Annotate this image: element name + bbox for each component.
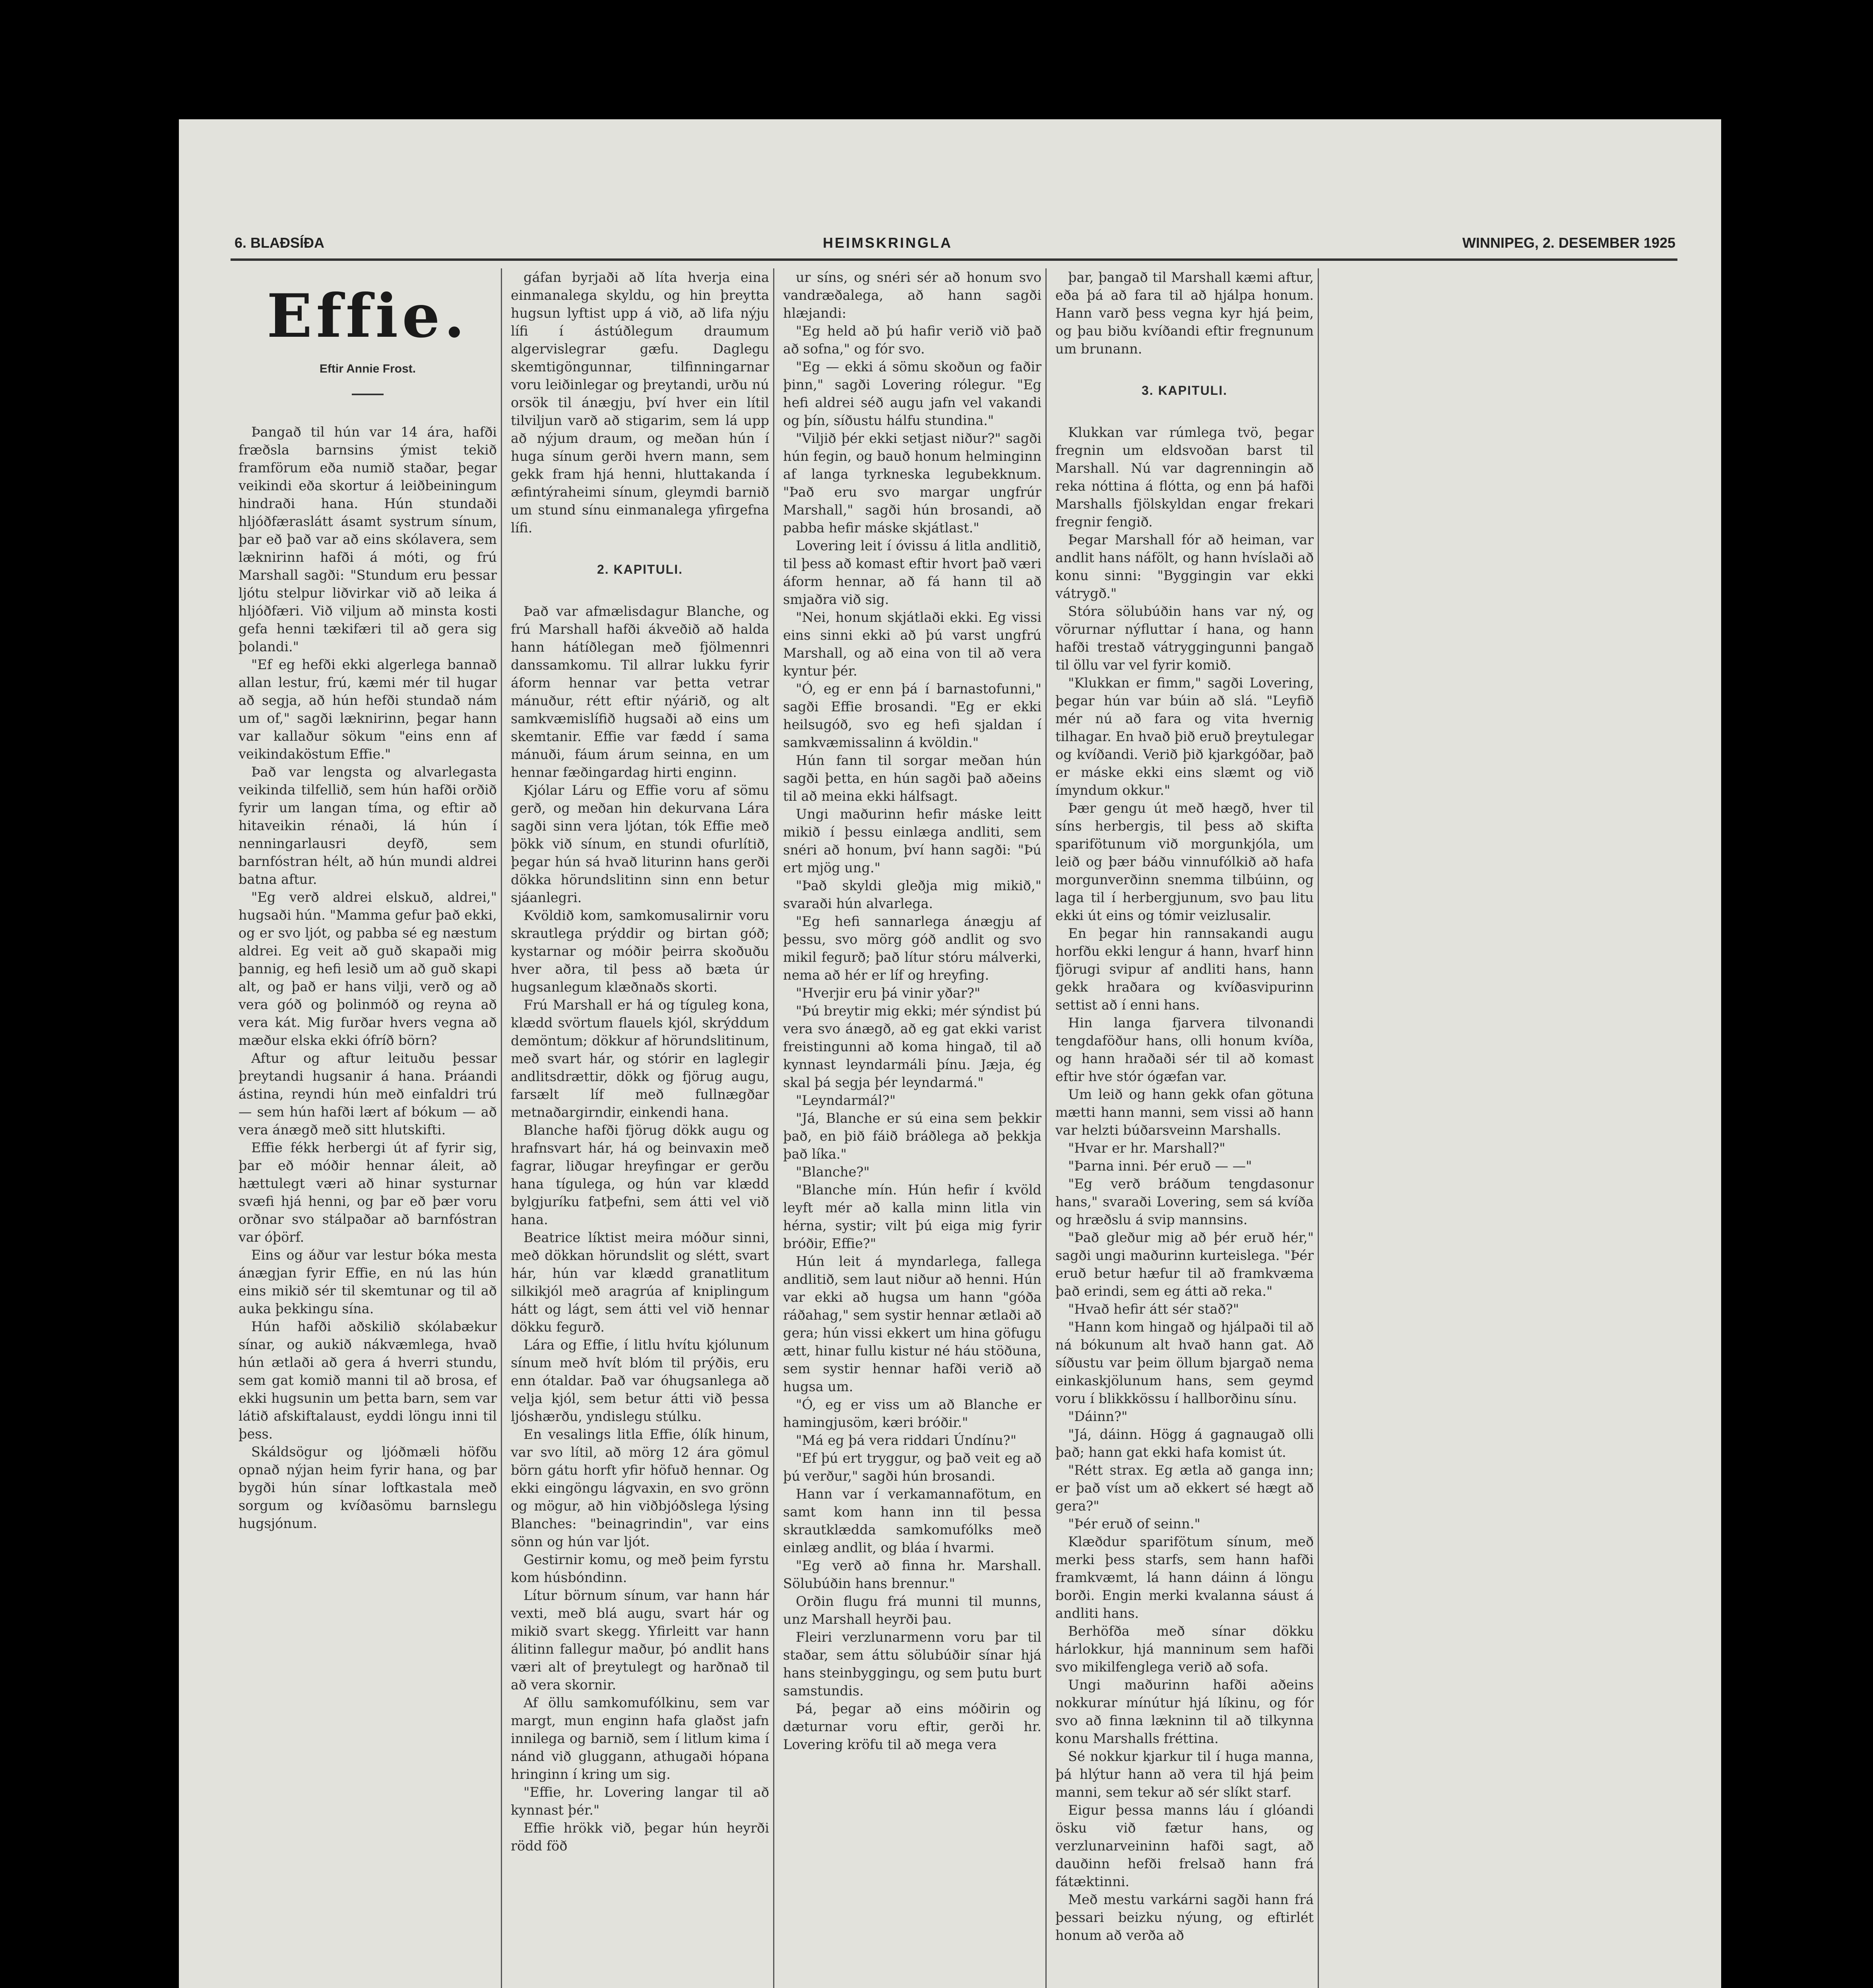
paragraph: gáfan byrjaði að líta hverja eina einmanalega skyldu, og hin þreytta hugsun lyftist upp á við, að lifa nýju lífi í ástúðlegum draumum algervislegrar gæfu. Daglegu skemtigöngunnar, tilfinningarnar voru leiðinlegar og þreytandi, urðu nú orsök til ánægju, því hver ein lítil tilviljun varð að stigarim, sem lá upp að nýjum draum, og meðan hún í huga sínum gerði hvern mann, sem gekk fram hjá henni, hluttakanda í æfintýraheimi sínum, gleymdi barnið um stund sínu einmanalega yfirgefna lífi. [511,270,769,536]
paragraph: Stóra sölubúðin hans var ný, og vörurnar nýfluttar í hana, og hann hafði trestað vátryggingunni þangað til öllu var vel fyrir komið. [1055,604,1314,673]
column-rule [501,268,502,1988]
paragraph: En vesalings litla Effie, ólík hinum, var svo lítil, að mörg 12 ára gömul börn gátu horft yfir höfuð hennar. Og ekki eingöngu lágvaxin, en svo grönn og mögur, að hin viðbjóðslega lýsing Blanches: "beinagrindin", var eins sönn og hún var ljót. [511,1427,769,1549]
paragraph: "Eg held að þú hafir verið við það að sofna," og fór svo. [783,323,1041,357]
paragraph: Blanche hafði fjörug dökk augu og hrafnsvart hár, há og beinvaxin með fagrar, liðugar hreyfingar er gerðu hana tígulega, og hún var klædd bylgjuríku fatþefni, sem átti vel við hana. [511,1122,769,1227]
paragraph: En þegar hin rannsakandi augu horfðu ekki lengur á hann, hvarf hinn fjörugi svipur af andliti hans, hann gekk hraðara og kvíðasvipurinn settist að í enni hans. [1055,926,1314,1013]
paragraph: Með mestu varkárni sagði hann frá þessari beizku nýung, og eftirlét honum að verða að [1055,1892,1314,1943]
paragraph: Hann var í verkamannafötum, en samt kom hann inn til þessa skrautklædda samkomufólks með einlæg andlit, og bláa í hvarmi. [783,1486,1041,1555]
paragraph: Kjólar Láru og Effie voru af sömu gerð, og meðan hin dekurvana Lára sagði sinn vera ljótan, tók Effie með þökk við sínum, en stundi ofurlítið, þegar hún sá hvað liturinn hans gerði dökka hörundslitinn sinn enn betur sjáanlegri. [511,782,769,905]
column-3 [783,268,1041,1988]
paragraph: "Já, Blanche er sú eina sem þekkir það, en þið fáið bráðlega að þekkja það líka." [783,1110,1041,1162]
page-header [179,119,1721,258]
byline: Eftir Annie Frost. [319,362,416,375]
paragraph: "Það gleður mig að þér eruð hér," sagði ungi maðurinn kurteislega. "Þér eruð betur hæfur til að framkvæma það erindi, sem eg átti að reka." [1055,1230,1314,1299]
paragraph: Fleiri verzlunarmenn voru þar til staðar, sem áttu sölubúðir sínar hjá hans steinbyggingu, og sem þutu burt samstundis. [783,1629,1041,1699]
paragraph: Eigur þessa manns láu í glóandi ösku við fætur hans, og verzlunarveininn hafði sagt, að dauðinn hefði frelsað hann frá fátæktinni. [1055,1802,1314,1889]
column-5-blank [1328,268,1586,1988]
paragraph: Hin langa fjarvera tilvonandi tengdaföður hans, olli honum kvíða, og hann hraðaði sér til að komast eftir hve stór ógæfan var. [1055,1015,1314,1084]
paragraph: "Dáinn?" [1068,1409,1128,1424]
paragraph: "Leyndarmál?" [796,1093,896,1108]
paragraph: "Hvar er hr. Marshall?" [1068,1140,1225,1156]
paragraph: "Blanche?" [796,1164,870,1180]
paragraph: "Ef þú ert tryggur, og það veit eg að þú verður," sagði hún brosandi. [783,1450,1041,1484]
column-rule [1318,268,1319,1988]
paragraph: þar, þangað til Marshall kæmi aftur, eða þá að fara til að hjálpa honum. Hann varð þess vegna kyr hjá þeim, og þau biðu kvíðandi eftir fregnunum um brunann. [1055,270,1314,357]
column-1 [238,268,497,1988]
paragraph: Klæðdur sparifötum sínum, með merki þess starfs, sem hann hafði framkvæmt, lá hann dáinn á löngu borði. Engin merki kvalanna sáust á andliti hans. [1055,1534,1314,1621]
paragraph: Þá, þegar að eins móðirin og dæturnar voru eftir, gerði hr. Lovering kröfu til að mega vera [783,1701,1041,1752]
story-title: Effie. [266,281,469,351]
paragraph: Beatrice líktist meira móður sinni, með dökkan hörundslit og slétt, svart hár, hún var klædd granatlitum silkikjól með aragrúa af kniplingum hátt og lágt, sem átti vel við hennar dökku fegurð. [511,1230,769,1335]
paragraph: Frú Marshall er há og tíguleg kona, klædd svörtum flauels kjól, skrýddum demöntum; dökkur af hörundslitinum, með svart hár, og stórir en laglegir andlitsdrættir, dökk og fjörug augu, farsælt líf með fullnægðar metnaðargirndir, einkendi hana. [511,997,769,1120]
masthead: HEIMSKRINGLA [823,235,952,251]
paragraph: Hún fann til sorgar meðan hún sagði þetta, en hún sagði það aðeins til að meina ekki hálfsagt. [783,753,1041,804]
paragraph: "Klukkan er fimm," sagði Lovering, þegar hún var búin að slá. "Leyfið mér nú að fara og vita hvernig tilhagar. En hvað þið eruð þreytulegar og kvíðandi. Verið þið kjarkgóðar, það er máske ekki eins slæmt og við ímyndum okkur." [1055,675,1314,798]
paragraph: "Eg hefi sannarlega ánægju af þessu, svo mörg góð andlit og svo mikil fegurð; það lítur stóru málverki, nema að hér er líf og hreyfing. [783,914,1041,983]
paragraph: Eins og áður var lestur bóka mesta ánægjan fyrir Effie, en nú las hún eins mikið sér til skemtunar og til að auka þekkingu sína. [238,1247,497,1316]
paragraph: "Eg verð aldrei elskuð, aldrei," hugsaði hún. "Mamma gefur það ekki, og er svo ljót, og pabba sé eg næstum aldrei. Eg veit að guð skapaði mig þannig, eg hefi lesið um að guð skapi alt, og það er hans vilji, verð og að vera góð og þolinmóð og reyna að vera kát. Mig furðar hvers vegna að mæður elska ekki ófríð börn? [238,889,497,1048]
paragraph: Gestirnir komu, og með þeim fyrstu kom húsbóndinn. [511,1552,769,1585]
paragraph: Hún hafði aðskilið skólabækur sínar, og aukið nákvæmlega, hvað hún ætlaði að gera á hverri stundu, sem gat komið manni til að brosa, ef ekki hugsunin um þetta barn, sem var látið afskiftalaust, eyddi löngu inni til þess. [238,1319,497,1442]
paragraph: Ungi maðurinn hefir máske leitt mikið í þessu einlæga andliti, sem snéri að honum, því hann sagði: "Þú ert mjög ung." [783,806,1041,876]
paragraph: Skáldsögur og ljóðmæli höfðu opnað nýjan heim fyrir hana, og þar bygði hún sínar loftkastala með sorgum og kvíðasömu barnslegu hugsjónum. [238,1444,497,1531]
paragraph: "Rétt strax. Eg ætla að ganga inn; er það víst um að ekkert sé hægt að gera?" [1055,1462,1314,1514]
paragraph: Það var afmælisdagur Blanche, og frú Marshall hafði ákveðið að halda hann hátíðlegan með fjölmennri danssamkomu. Til allrar lukku fyrir áform hennar var þetta vetrar mánuður, rétt eftir nýárið, og alt samkvæmislífið hugsaði að eins um skemtanir. Effie var fædd í sama mánuði, fáum árum seinna, en um hennar fæðingardag hirti enginn. [511,604,769,780]
paragraph: "Þarna inni. Þér eruð — —" [1068,1158,1252,1174]
page-number-label: 6. BLAÐSÍÐA [235,235,325,251]
chapter-heading: 3. KAPITULI. [1141,383,1227,398]
paragraph: Effie fékk herbergi út af fyrir sig, þar eð móðir hennar áleit, að hættulegt væri að hinar systurnar svæfi hjá henni, og þar eð þær voru orðnar svo stálpaðar að barnfóstran var óþörf. [238,1140,497,1245]
column-4 [1055,268,1314,1988]
newspaper-page [179,119,1721,1988]
paragraph: Hún leit á myndarlega, fallega andlitið, sem laut niður að henni. Hún var ekki að hugsa um hann "góða ráðahag," sem systir hennar ætlaði að gera; hún vissi ekkert um hina göfugu ætt, hinar fullu kistur né háu stöðuna, sem systir hennar hafði verið að hugsa um. [783,1254,1041,1394]
paragraph: "Effie, hr. Lovering langar til að kynnast þér." [511,1784,769,1818]
paragraph: "Eg — ekki á sömu skoðun og faðir þinn," sagði Lovering rólegur. "Eg hefi aldrei séð augu jafn vel vakandi og þín, síðustu hálfu stundina." [783,359,1041,428]
paragraph: Berhöfða með sínar dökku hárlokkur, hjá manninum sem hafði svo mikilfenglega verið að sofa. [1055,1623,1314,1675]
paragraph: Orðin flugu frá munni til munns, unz Marshall heyrði þau. [783,1594,1041,1627]
paragraph: Þær gengu út með hægð, hver til síns herbergis, til þess að skifta sparifötunum við morgunkjóla, um leið og þær báðu vinnufólkið að hafa morgunverðinn snemma tilbúinn, og laga til í herbergjunum, svo þau litu ekki út eins og tómir veizlusalir. [1055,800,1314,923]
paragraph: Klukkan var rúmlega tvö, þegar fregnin um eldsvoðan barst til Marshall. Nú var dagrenningin að reka nóttina á flótta, og enn þá hafði Marshalls fjölskyldan engar frekari fregnir fengið. [1055,425,1314,530]
paragraph: Lára og Effie, í litlu hvítu kjólunum sínum með hvít blóm til prýðis, eru enn ótaldar. Það var óhugsanlega að velja kjól, sem betur átti við þessa ljóshærðu, yndislegu stúlku. [511,1337,769,1424]
paragraph: Um leið og hann gekk ofan götuna mætti hann manni, sem vissi að hann var helzti búðarsveinn Marshalls. [1055,1087,1314,1138]
date-line: WINNIPEG, 2. DESEMBER 1925 [1462,235,1675,251]
paragraph: Þegar Marshall fór að heiman, var andlit hans náfölt, og hann hvíslaði að konu sinni: "Byggingin var ekki vátrygð." [1055,532,1314,601]
paragraph: Sé nokkur kjarkur til í huga manna, þá hlýtur hann að vera til hjá þeim manni, sem tekur að sér slíkt starf. [1055,1749,1314,1800]
paragraph: Ungi maðurinn hafði aðeins nokkurar mínútur hjá líkinu, og fór svo að finna lækninn til að tilkynna konu Marshalls fréttina. [1055,1677,1314,1746]
paragraph: Það var lengsta og alvarlegasta veikinda tilfellið, sem hún hafði orðið fyrir um langan tíma, og eftir að hitaveikin rénaði, lá hún í nenningarlausri deyfð, sem barnfóstran hélt, að hún mundi aldrei batna aftur. [238,764,497,887]
paragraph: Af öllu samkomufólkinu, sem var margt, mun enginn hafa glaðst jafn innilega og barnið, sem í litlum kima í nánd við gluggann, athugaði hópana hringinn í kring um sig. [511,1695,769,1782]
paragraph: Þangað til hún var 14 ára, hafði fræðsla barnsins ýmist tekið framförum eða numið staðar, þegar veikindi eða skortur á leiðbeiningum hindraði hana. Hún stundaði hljóðfæraslátt ásamt systrum sínum, þar eð það var að eins skólavera, sem læknirinn hafði á móti, og frú Marshall sagði: "Stundum eru þessar ljótu stelpur liðvirkar við að leika á hljóðfæri. Við viljum að minsta kosti gefa henni tækifæri til að gera sig þolandi." [238,424,497,654]
paragraph: "Nei, honum skjátlaði ekki. Eg vissi eins sinni ekki að þú varst ungfrú Marshall, og að eina von til að vera kyntur þér. [783,610,1041,679]
chapter-heading: 2. KAPITULI. [597,562,683,577]
paragraph: Lovering leit í óvissu á litla andlitið, til þess að komast eftir hvort það væri áform hennar, að fá hann til að smjaðra við sig. [783,538,1041,607]
paragraph: "Það skyldi gleðja mig mikið," svaraði hún alvarlega. [783,878,1041,911]
paragraph: ur síns, og snéri sér að honum svo vandræðalega, að hann sagði hlæjandi: [783,270,1041,321]
paragraph: Kvöldið kom, samkomusalirnir voru skrautlega prýddir og birtan góð; kystarnar og móðir þeirra skoðuðu hver aðra, til þess að bæta úr hugsanlegum klæðnaðs skorti. [511,908,769,995]
paragraph: "Má eg þá vera riddari Úndínu?" [796,1433,1017,1448]
paragraph: "Eg verð bráðum tengdasonur hans," svaraði Lovering, sem sá kvíða og hræðslu á svip mannsins. [1055,1176,1314,1227]
paragraph: Effie hrökk við, þegar hún heyrði rödd föð [511,1820,769,1854]
paragraph: "Ó, eg er viss um að Blanche er hamingjusöm, kæri bróðir." [783,1397,1041,1430]
paragraph: "Hverjir eru þá vinir yðar?" [796,985,981,1001]
column-rule [1045,268,1047,1988]
paragraph: "Viljið þér ekki setjast niður?" sagði hún fegin, og bauð honum helminginn af langa tyrkneska legubekknum. "Það eru svo margar ungfrúr Marshall," sagði hún brosandi, að pabba hefir máske skjátlast." [783,431,1041,536]
paragraph: "Þér eruð of seinn." [1068,1516,1200,1532]
paragraph: "Ef eg hefði ekki algerlega bannað allan lestur, frú, kæmi mér til hugar að segja, að hún hefði stundað nám um of," sagði læknirinn, þegar hann var kallaður sökum "eins enn af veikindaköstum Effie." [238,657,497,762]
paragraph: "Blanche mín. Hún hefir í kvöld leyft mér að kalla minn litla vin hérna, systir; vilt þú eiga mig fyrir bróðir, Effie?" [783,1182,1041,1251]
header-rule [231,258,1677,261]
paragraph: "Þú breytir mig ekki; mér sýndist þú vera svo ánægð, að eg gat ekki varist freistingunni að koma hingað, til að kynnast leyndarmáli þínu. Jæja, ég skal þá segja þér leyndarmá." [783,1003,1041,1090]
column-2 [511,268,769,1988]
paragraph: "Eg verð að finna hr. Marshall. Sölubúðin hans brennur." [783,1558,1041,1591]
column-rule [773,268,774,1988]
paragraph: "Ó, eg er enn þá í barnastofunni," sagði Effie brosandi. "Eg er ekki heilsugóð, svo eg hefi sjaldan í samkvæmissalinn á kvöldin." [783,681,1041,750]
paragraph: Lítur börnum sínum, var hann hár vexti, með blá augu, svart hár og mikið svart skegg. Yfirleitt var hann álitinn fallegur maður, þó andlit hans væri alt of þreytulegt og harðnað til að vera skornir. [511,1588,769,1693]
paragraph: "Hvað hefir átt sér stað?" [1068,1301,1239,1317]
paragraph: Aftur og aftur leituðu þessar þreytandi hugsanir á hana. Þráandi ástina, reyndi hún með einfaldri trú — sem hún hafði lært af bókum — að vera ánægð með sitt hlutskifti. [238,1050,497,1138]
paragraph: "Hann kom hingað og hjálpaði til að ná bókunum alt hvað hann gat. Að síðustu var þeim öllum bjargað nema einkaskjölunum hans, sem geymd voru í blikkkössu í hallborðinu sínu. [1055,1319,1314,1406]
paragraph: "Já, dáinn. Högg á gagnaugað olli það; hann gat ekki hafa komist út. [1055,1427,1314,1460]
title-divider [352,394,384,395]
